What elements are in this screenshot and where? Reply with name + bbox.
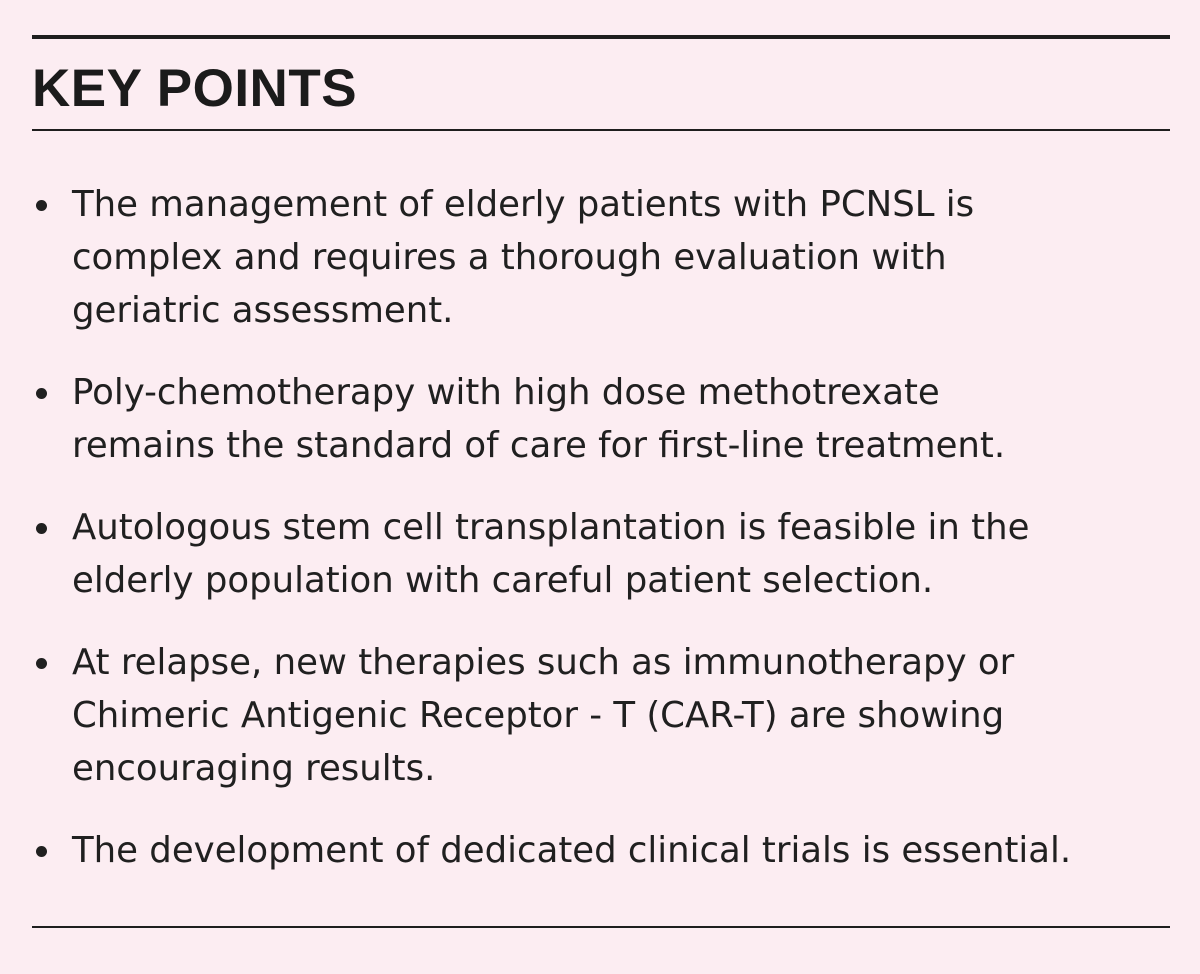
key-point-line: Chimeric Antigenic Receptor - T (CAR-T) are showing: [72, 695, 1005, 736]
bullet-icon: [36, 523, 47, 534]
key-point-line: Autologous stem cell transplantation is feasible in the: [72, 507, 1030, 548]
key-point-line: The management of elderly patients with PCNSL is: [72, 184, 975, 225]
bottom-rule: [32, 926, 1170, 928]
key-point-line: remains the standard of care for first-line treatment.: [72, 425, 1006, 466]
key-point-line: The development of dedicated clinical trials is essential.: [72, 830, 1072, 871]
bullet-icon: [36, 658, 47, 669]
key-point-item: [32, 824, 1170, 877]
key-point-item: [32, 636, 1170, 795]
key-point-item: [32, 501, 1170, 607]
key-point-item: [32, 366, 1170, 472]
bullet-icon: [36, 388, 47, 399]
key-point-line: complex and requires a thorough evaluation with: [72, 237, 947, 278]
key-point-line: encouraging results.: [72, 748, 436, 789]
key-point-line: At relapse, new therapies such as immunotherapy or: [72, 642, 1015, 683]
key-points-heading: KEY POINTS: [32, 59, 358, 118]
key-points-box: [32, 0, 1170, 974]
key-point-line: Poly-chemotherapy with high dose methotrexate: [72, 372, 940, 413]
key-point-line: elderly population with careful patient selection.: [72, 560, 934, 601]
bullet-icon: [36, 200, 47, 211]
key-point-item: [32, 178, 1170, 337]
heading-rule: [32, 129, 1170, 131]
key-points-list: [32, 178, 1170, 906]
key-point-line: geriatric assessment.: [72, 290, 454, 331]
top-rule: [32, 35, 1170, 39]
bullet-icon: [36, 846, 47, 857]
